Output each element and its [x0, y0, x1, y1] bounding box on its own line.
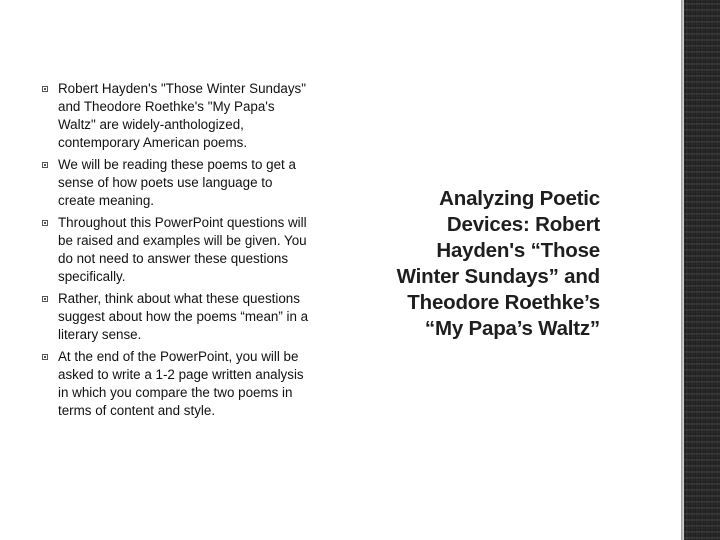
- decorative-side-bar: [684, 0, 720, 540]
- bullet-text: At the end of the PowerPoint, you will be asked to write a 1-2 page written analysis in which you compare the two poems in terms of content and style.: [58, 349, 304, 418]
- bullet-item: [40, 80, 310, 152]
- square-bullet-icon: [42, 296, 48, 302]
- square-bullet-icon: [42, 354, 48, 360]
- square-bullet-icon: [42, 220, 48, 226]
- bullet-text: We will be reading these poems to get a sense of how poets use language to create meaning.: [58, 157, 296, 208]
- bullet-item: [40, 290, 310, 344]
- square-bullet-icon: [42, 162, 48, 168]
- bullet-text: Throughout this PowerPoint questions will be raised and examples will be given. You do not need to answer these questions specifically.: [58, 215, 307, 284]
- square-bullet-icon: [42, 86, 48, 92]
- slide-title: Analyzing Poetic Devices: Robert Hayden's “Those Winter Sundays” and Theodore Roethke’s “My Papa’s Waltz”: [396, 187, 600, 340]
- bullet-text: Rather, think about what these questions suggest about how the poems “mean” in a literary sense.: [58, 291, 309, 342]
- bullet-item: [40, 156, 310, 210]
- bullet-list: [40, 80, 310, 424]
- bullet-text: Robert Hayden's "Those Winter Sundays" and Theodore Roethke's "My Papa's Waltz" are widely-anthologized, contemporary American poems.: [58, 81, 307, 150]
- bullet-item: [40, 214, 310, 286]
- bullet-item: [40, 348, 310, 420]
